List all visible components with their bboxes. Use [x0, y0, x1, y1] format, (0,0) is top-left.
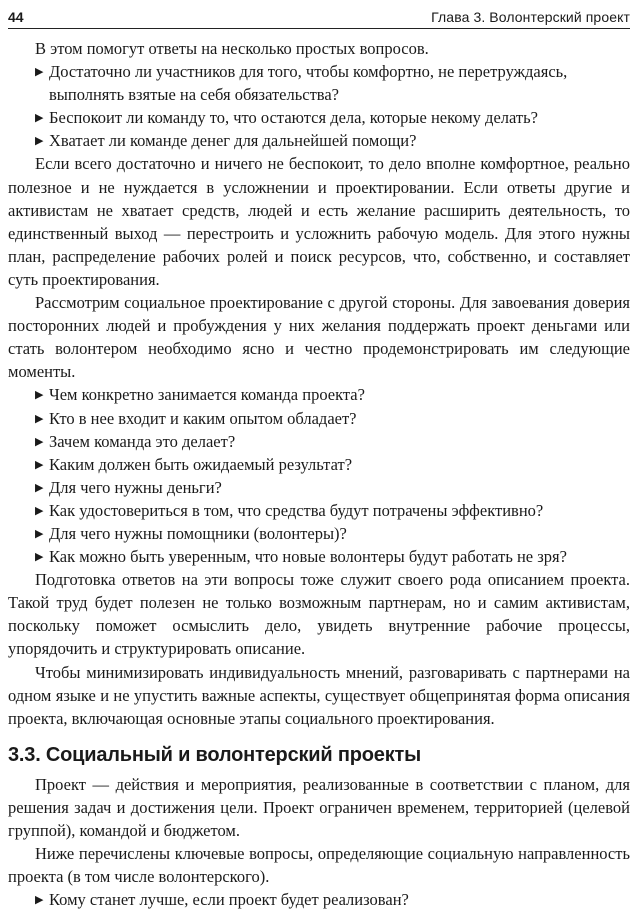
- paragraph-4: Чтобы минимизировать индивидуальность мнений, разговаривать с партнерами на одном языке и не упустить важные аспекты, существует общепринятая форма описания проекта, включающая основные этапы социального проектирования.: [8, 662, 630, 728]
- question-list-1: [8, 60, 630, 152]
- paragraph-3: Подготовка ответов на эти вопросы тоже служит своего рода описанием проекта. Такой труд будет полезен не только возможным партнерам, но и самим активистам, поскольку поможет осмыслить дело, увидеть внутренние рабочие процессы, упорядочить и структурировать описание.: [8, 570, 630, 659]
- paragraph-5: Проект — действия и мероприятия, реализованные в соответствии с планом, для решения задач и достижения цели. Проект ограничен временем, территорией (целевой группой), командой и бюджетом.: [8, 774, 630, 841]
- list-item: ▶ Достаточно ли участников для того, чтобы комфортно, не перетруждаясь, выполнять взятые на себя обязательства?: [35, 62, 568, 105]
- question-list-2: [8, 383, 630, 568]
- triangle-bullet-icon: ▶: [35, 388, 44, 402]
- page-body: [8, 37, 630, 911]
- list-item: ▶ Кто в нее входит и каким опытом обладает?: [8, 407, 630, 430]
- section-heading: 3.3. Социальный и волонтерский проекты: [8, 743, 421, 766]
- triangle-bullet-icon: ▶: [35, 411, 44, 425]
- list-item: ▶ Как удостовериться в том, что средства будут потрачены эффективно?: [8, 499, 630, 522]
- list-item: ▶ Как можно быть уверенным, что новые волонтеры будут работать не зря?: [8, 545, 630, 568]
- list-item: ▶ Каким должен быть ожидаемый результат?: [8, 453, 630, 476]
- question-list-3: [8, 888, 630, 911]
- page-header: [8, 0, 630, 29]
- list-item: ▶ Хватает ли команде денег для дальнейшей помощи?: [8, 129, 630, 152]
- list-item: ▶ Для чего нужны помощники (волонтеры)?: [8, 522, 630, 545]
- list-item: ▶ Зачем команда это делает?: [8, 430, 630, 453]
- triangle-bullet-icon: ▶: [35, 434, 44, 448]
- page-number: 44: [8, 9, 24, 25]
- paragraph-1: Если всего достаточно и ничего не беспокоит, то дело вполне комфортное, реально полезное и не нуждается в усложнении и проектировании. Если ответы другие и активистам не хватает средств, людей и есть желание расширить деятельность, то единственный выход — перестроить и усложнить рабочую модель. Для этого нужны план, распределение рабочих ролей и поиск ресурсов, что, собственно, и составляет суть проектирования.: [8, 154, 630, 289]
- triangle-bullet-icon: ▶: [35, 893, 44, 907]
- list-item: ▶ Чем конкретно занимается команда проекта?: [8, 383, 630, 406]
- triangle-bullet-icon: ▶: [35, 480, 44, 494]
- triangle-bullet-icon: ▶: [35, 526, 44, 540]
- triangle-bullet-icon: ▶: [35, 111, 44, 125]
- chapter-running-head: Глава 3. Волонтерский проект: [431, 9, 630, 25]
- triangle-bullet-icon: ▶: [35, 134, 44, 148]
- triangle-bullet-icon: ▶: [35, 457, 44, 471]
- triangle-bullet-icon: ▶: [35, 503, 44, 517]
- list-item: ▶ Для чего нужны деньги?: [8, 476, 630, 499]
- paragraph-2: Рассмотрим социальное проектирование с другой стороны. Для завоевания доверия посторонних людей и пробуждения у них желания поддержать проект деньгами или стать волонтером необходимо ясно и честно продемонстрировать им следующие моменты.: [8, 293, 630, 382]
- paragraph-6: Ниже перечислены ключевые вопросы, определяющие социальную направленность проекта (в том числе волонтерского).: [8, 844, 630, 887]
- triangle-bullet-icon: ▶: [35, 550, 44, 564]
- list-item: ▶ Беспокоит ли команду то, что остаются дела, которые некому делать?: [8, 106, 630, 129]
- intro-paragraph: В этом помогут ответы на несколько простых вопросов.: [35, 39, 429, 58]
- triangle-bullet-icon: ▶: [35, 65, 44, 79]
- list-item: ▶ Кому станет лучше, если проект будет реализован?: [8, 888, 630, 911]
